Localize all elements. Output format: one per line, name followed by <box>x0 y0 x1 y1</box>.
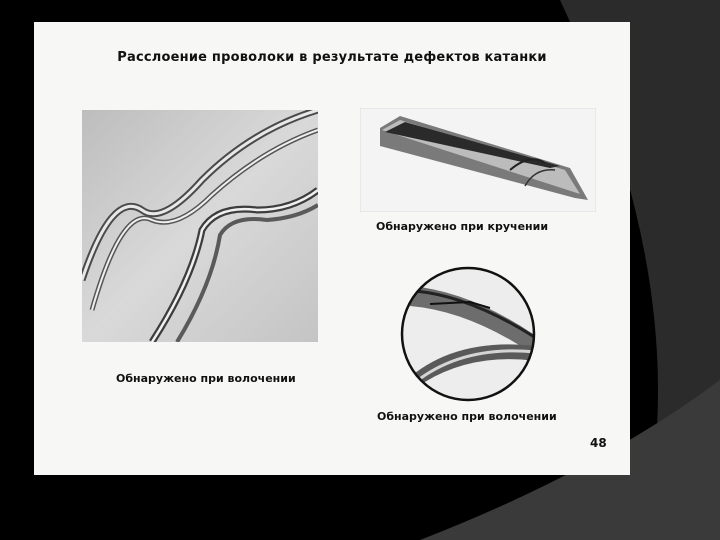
photo-drawing-wire <box>82 110 318 342</box>
photo-twisting-wire <box>360 108 596 212</box>
page-number: 48 <box>590 436 607 450</box>
caption-twisting: Обнаружено при кручении <box>376 220 549 233</box>
caption-drawing-1: Обнаружено при волочении <box>116 372 296 385</box>
page-title: Расслоение проволоки в результате дефектов катанки <box>117 50 547 65</box>
document-page <box>34 22 630 475</box>
photo-circular-drawing-wire <box>400 266 536 402</box>
caption-drawing-2: Обнаружено при волочении <box>377 410 557 423</box>
